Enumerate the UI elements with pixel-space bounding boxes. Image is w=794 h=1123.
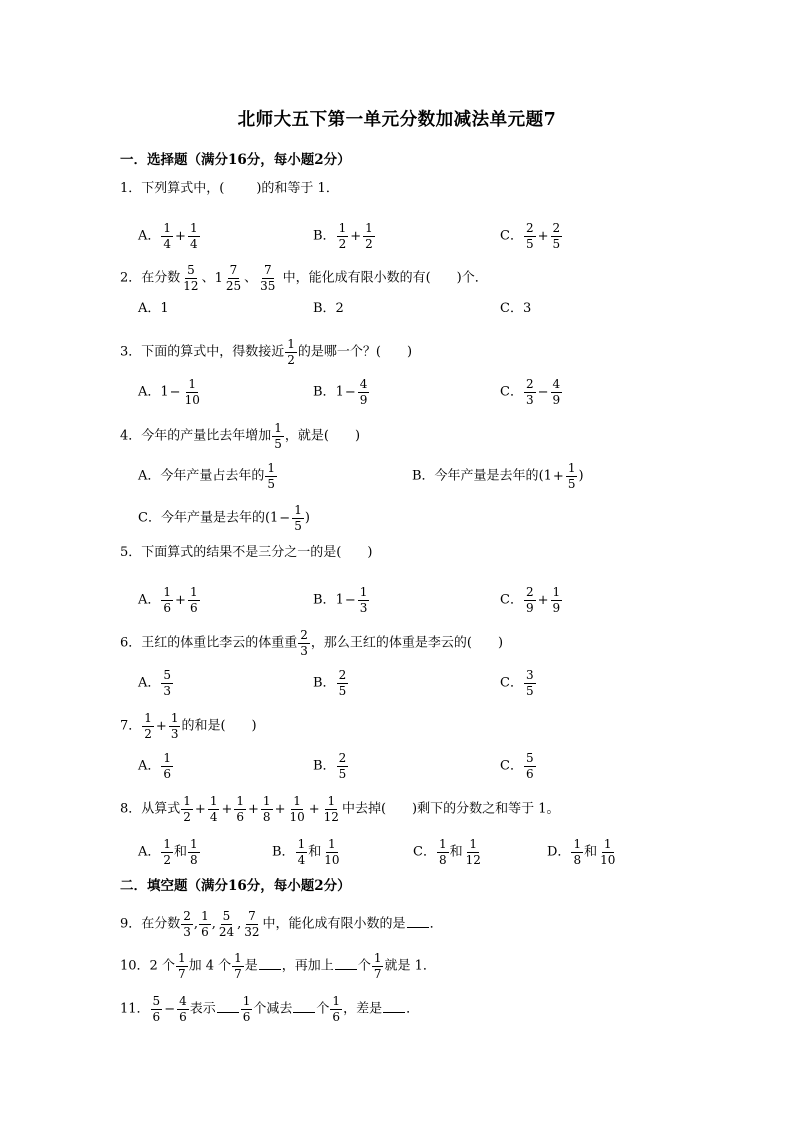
answer-blank[interactable] [217,1002,239,1013]
fraction-numerator: 2 [552,221,561,235]
fraction-denominator: 4 [163,236,172,251]
question-9: 9．在分数 $\frac{2}{3}$ , $\frac{1}{6}$ , $\frac{5}{24}$ , $\frac{7}{32}$ 中，能化成有限小数的是 ． [120,909,443,939]
question-4: 4．今年的产量比去年增加 $\frac{1}{5}$ ，就是( ) [120,421,361,451]
fraction-numerator: 1 [267,461,276,475]
q6-option-b[interactable]: B． $\frac{2}{5}$ [313,668,347,698]
fraction-numerator: 1 [332,994,341,1008]
fraction-denominator: 6 [525,766,534,781]
fraction [272,422,284,450]
q3-option-a[interactable]: A．1− $\frac{1}{10}$ [138,377,200,407]
fraction-numerator: 1 [293,794,301,808]
fraction-numerator: 1 [338,221,347,235]
question-7: 7． $\frac{1}{2}$ + $\frac{1}{3}$ 的和是( ) [120,711,257,741]
fraction-denominator: 7 [234,966,242,981]
fraction [330,995,342,1023]
fraction [208,795,220,823]
fraction-denominator: 6 [189,600,198,615]
fraction-denominator: 10 [184,392,200,407]
fraction-numerator: 1 [170,711,179,725]
question-2: 2．在分数 $\frac{5}{12}$ 、 1 $\frac{7}{25}$ 、 $\frac{7}{35}$ 中，能化成有限小数的有( )个． [120,263,488,293]
fraction [524,586,536,614]
fraction-denominator: 10 [289,809,305,824]
fraction [181,264,200,292]
fraction-numerator: 1 [327,794,336,808]
fraction-numerator: 7 [263,263,272,277]
answer-blank[interactable] [293,1002,315,1013]
q8-option-d[interactable]: D． $\frac{1}{8}$ 和 $\frac{1}{10}$ [547,837,616,867]
q7-option-a[interactable]: A． $\frac{1}{6}$ [138,751,172,781]
fraction-denominator: 32 [244,924,260,939]
fraction [232,952,244,980]
fraction [372,952,384,980]
fraction-numerator: 1 [236,794,245,808]
fraction-numerator: 1 [163,837,172,851]
fraction [181,910,193,938]
q8-option-c[interactable]: C． $\frac{1}{8}$ 和 $\frac{1}{12}$ [413,837,481,867]
fraction-numerator: 1 [603,837,612,851]
fraction [224,264,243,292]
fraction [437,838,449,866]
fraction-numerator: 1 [209,794,218,808]
fraction-numerator: 1 [177,951,186,965]
fraction-denominator: 10 [324,852,340,867]
fraction-numerator: 2 [300,628,308,642]
fraction-denominator: 5 [338,766,347,781]
fraction [363,222,375,250]
fraction [298,629,310,657]
q1-option-b[interactable]: B． $\frac{1}{2}$ + $\frac{1}{2}$ [313,221,373,251]
fraction-denominator: 6 [163,766,172,781]
fraction-denominator: 5 [274,436,282,451]
fraction-denominator: 6 [152,1009,161,1024]
q4-option-a[interactable]: A．今年产量占去年的 $\frac{1}{5}$ [138,461,276,491]
fraction [169,712,181,740]
fraction-numerator: 1 [365,221,373,235]
fraction-numerator: 1 [567,461,576,475]
fraction [161,669,173,697]
question-8: 8．从算式 $\frac{1}{2}$ + $\frac{1}{4}$ + $\frac{1}{6}$ + $\frac{1}{8}$ + $\frac{1}{10}$ + $\frac{1}{12}$ 中去掉( )剩下的分数之和等于 1。 [120,794,560,824]
fraction-denominator: 6 [179,1009,187,1024]
fraction [188,838,200,866]
fraction-numerator: 1 [359,585,368,599]
fraction-denominator: 5 [267,476,276,491]
fraction-numerator: 4 [179,994,187,1008]
fraction [524,378,536,406]
fraction [176,952,188,980]
fraction-denominator: 8 [573,852,582,867]
q3-option-c[interactable]: C． $\frac{2}{3}$ − $\frac{4}{9}$ [500,377,561,407]
q1-option-a[interactable]: A． $\frac{1}{4}$ + $\frac{1}{4}$ [138,221,198,251]
fraction-denominator: 25 [225,278,242,293]
fraction-numerator: 4 [359,377,368,391]
fraction [242,910,261,938]
fraction [358,378,370,406]
fraction-numerator: 2 [338,751,347,765]
fraction-denominator: 9 [552,392,561,407]
fraction-denominator: 2 [287,352,295,367]
fraction [337,669,349,697]
answer-blank[interactable] [383,1002,405,1013]
fraction-denominator: 3 [163,683,172,698]
fraction [358,586,370,614]
fraction [287,795,306,823]
question-3: 3．下面的算式中，得数接近 $\frac{1}{2}$ 的是哪一个？( ) [120,337,413,367]
q3-option-b[interactable]: B．1− $\frac{4}{9}$ [313,377,368,407]
fraction-denominator: 4 [297,852,306,867]
fraction [234,795,246,823]
fraction-numerator: 5 [163,668,172,682]
fraction-numerator: 1 [163,585,172,599]
fraction-denominator: 3 [183,924,191,939]
fraction [464,838,483,866]
fraction [598,838,617,866]
fraction-denominator: 2 [144,726,152,741]
fraction-numerator: 5 [525,751,534,765]
q4-option-b[interactable]: B．今年产量是去年的(1+ $\frac{1}{5}$ ) [412,461,584,491]
fraction-denominator: 4 [209,809,218,824]
fraction-denominator: 3 [359,600,368,615]
fraction-denominator: 8 [190,852,198,867]
fraction-numerator: 1 [297,837,306,851]
fraction [337,222,349,250]
question-1: 1．下列算式中，( )的和等于 1． [120,181,339,196]
fraction [337,752,349,780]
q8-option-b[interactable]: B． $\frac{1}{4}$ 和 $\frac{1}{10}$ [272,837,340,867]
fraction [285,338,297,366]
fraction-numerator: 1 [294,503,302,517]
fraction [265,462,277,490]
q5-option-c[interactable]: C． $\frac{2}{9}$ + $\frac{1}{9}$ [500,585,561,615]
q6-option-a[interactable]: A． $\frac{5}{3}$ [138,668,172,698]
fraction-numerator: 1 [573,837,582,851]
fraction-numerator: 1 [274,421,282,435]
fraction-denominator: 9 [525,600,534,615]
fraction-numerator: 1 [144,711,152,725]
fraction [188,586,200,614]
q5-option-b[interactable]: B．1− $\frac{1}{3}$ [313,585,368,615]
fraction-denominator: 10 [600,852,616,867]
q4-option-c[interactable]: C．今年产量是去年的(1− $\frac{1}{5}$ ) [138,503,310,533]
section-heading-choice: 一．选择题（满分16分，每小题2分） [120,152,351,168]
fraction-numerator: 7 [229,263,238,277]
fraction-numerator: 1 [287,337,295,351]
fraction [566,462,578,490]
fraction-denominator: 24 [218,924,235,939]
fraction [177,995,189,1023]
question-11: 11． $\frac{5}{6}$ − $\frac{4}{6}$ 表示 $\frac{1}{6}$ 个减去 个 $\frac{1}{6}$ ，差是 ． [120,994,420,1024]
fraction-numerator: 1 [188,377,197,391]
fraction-numerator: 1 [262,794,271,808]
q7-option-b[interactable]: B． $\frac{2}{5}$ [313,751,347,781]
fraction-denominator: 5 [525,683,534,698]
fraction-denominator: 6 [332,1009,341,1024]
page-title: 北师大五下第一单元分数加减法单元题7 [237,110,557,130]
fraction-denominator: 35 [260,278,276,293]
fraction-numerator: 1 [242,994,251,1008]
fraction-numerator: 1 [183,794,191,808]
q1-option-c[interactable]: C． $\frac{2}{5}$ + $\frac{2}{5}$ [500,221,561,251]
q5-option-a[interactable]: A． $\frac{1}{6}$ + $\frac{1}{6}$ [138,585,198,615]
fraction-numerator: 1 [189,221,198,235]
fraction [258,264,277,292]
fraction-denominator: 5 [294,518,302,533]
fraction [261,795,273,823]
fraction [524,752,536,780]
fraction-numerator: 1 [328,837,336,851]
fraction [142,712,154,740]
fraction-numerator: 4 [552,377,561,391]
fraction [551,222,563,250]
q2-option-a[interactable]: A．1 [138,301,169,316]
q8-option-a[interactable]: A． $\frac{1}{2}$ 和 $\frac{1}{8}$ [138,837,198,867]
fraction [551,378,563,406]
fraction [151,995,163,1023]
fraction-denominator: 6 [236,809,245,824]
fraction-denominator: 8 [438,852,447,867]
answer-blank[interactable] [407,917,429,928]
question-6: 6．王红的体重比李云的体重重 $\frac{2}{3}$ ，那么王红的体重是李云的( ) [120,628,504,658]
fraction-numerator: 1 [469,837,478,851]
fraction-numerator: 2 [525,585,534,599]
fraction [161,838,173,866]
fraction-denominator: 3 [170,726,179,741]
fraction-numerator: 5 [187,263,195,277]
fraction-denominator: 12 [323,809,339,824]
fraction [183,378,202,406]
fraction-numerator: 1 [190,837,198,851]
fraction-denominator: 5 [552,236,561,251]
question-5: 5．下面算式的结果不是三分之一的是( ) [120,545,373,560]
fraction-numerator: 5 [152,994,161,1008]
fraction-numerator: 1 [234,951,242,965]
fraction-denominator: 4 [189,236,198,251]
fraction-numerator: 2 [525,221,534,235]
fraction [181,795,193,823]
q2-option-c[interactable]: C．3 [500,301,532,316]
fraction-denominator: 7 [177,966,186,981]
fraction [217,910,236,938]
fraction-numerator: 1 [189,585,198,599]
fraction [571,838,583,866]
answer-blank[interactable] [259,959,281,970]
q2-option-b[interactable]: B．2 [313,301,344,316]
fraction [161,586,173,614]
fraction-numerator: 3 [525,668,534,682]
fraction-denominator: 6 [163,600,172,615]
fraction-denominator: 2 [338,236,347,251]
fraction-denominator: 5 [338,683,347,698]
fraction-numerator: 1 [201,909,209,923]
fraction [161,752,173,780]
fraction [524,669,536,697]
fraction [551,586,563,614]
fraction-denominator: 9 [552,600,561,615]
fraction-denominator: 5 [525,236,534,251]
fraction-denominator: 12 [465,852,481,867]
fraction-numerator: 7 [248,909,256,923]
fraction-denominator: 3 [300,643,308,658]
fraction-denominator: 3 [525,392,534,407]
fraction [292,504,304,532]
fraction-denominator: 8 [262,809,271,824]
fraction [188,222,200,250]
fraction-denominator: 5 [567,476,576,491]
fraction-numerator: 1 [438,837,447,851]
answer-blank[interactable] [335,959,357,970]
q7-option-c[interactable]: C． $\frac{5}{6}$ [500,751,534,781]
fraction-numerator: 5 [222,909,231,923]
fraction [322,795,341,823]
fraction-denominator: 12 [183,278,199,293]
fraction [199,910,211,938]
fraction-denominator: 9 [359,392,368,407]
section-heading-fill: 二．填空题（满分16分，每小题2分） [120,878,351,894]
question-10: 10．2 个 $\frac{1}{7}$ 加 4 个 $\frac{1}{7}$ 是 ，再加上 个 $\frac{1}{7}$ 就是 1． [120,951,436,981]
fraction-numerator: 1 [552,585,561,599]
fraction-numerator: 2 [183,909,191,923]
fraction-numerator: 1 [163,221,172,235]
fraction-denominator: 2 [183,809,191,824]
fraction-denominator: 7 [373,966,382,981]
fraction [296,838,308,866]
fraction [322,838,341,866]
fraction [524,222,536,250]
fraction-numerator: 2 [525,377,534,391]
fraction-denominator: 6 [201,924,209,939]
q6-option-c[interactable]: C． $\frac{3}{5}$ [500,668,534,698]
fraction [161,222,173,250]
fraction-denominator: 2 [163,852,172,867]
fraction-denominator: 2 [365,236,373,251]
fraction-denominator: 6 [242,1009,251,1024]
fraction-numerator: 1 [373,951,382,965]
fraction [241,995,253,1023]
fraction-numerator: 1 [163,751,172,765]
fraction-numerator: 2 [338,668,347,682]
